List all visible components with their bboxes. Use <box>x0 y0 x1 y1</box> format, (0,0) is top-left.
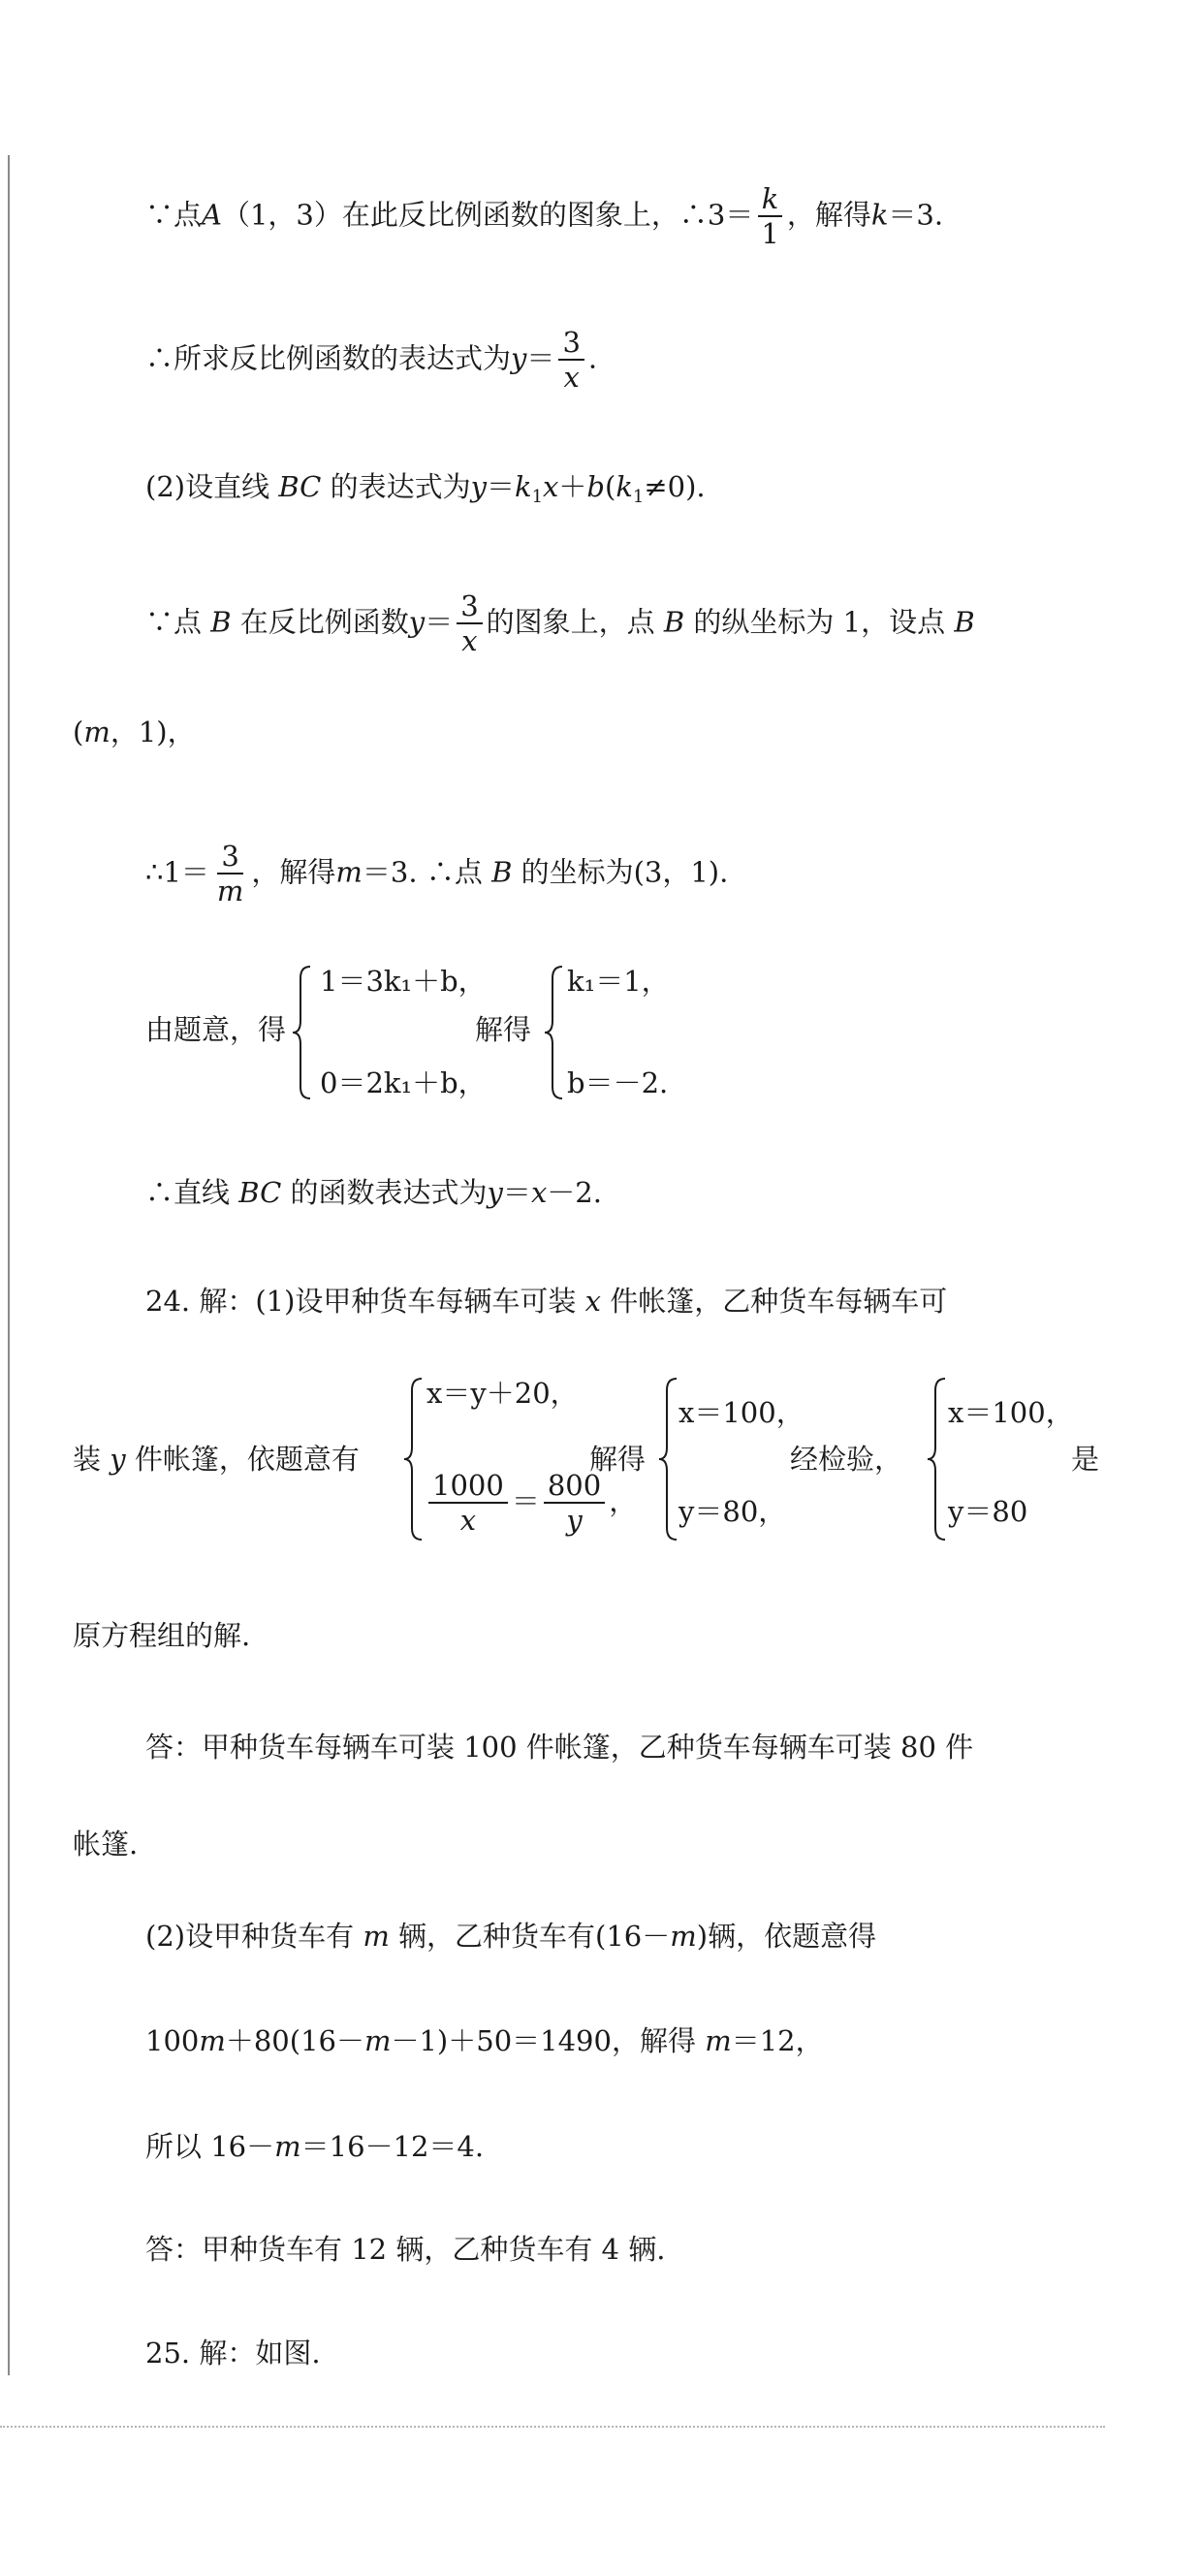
line-q24-intro: 24. 解：(1)设甲种货车每辆车可装 x 件帐篷，乙种货车每辆车可 <box>145 1285 948 1318</box>
fraction-3-over-m: $\frac{3}{m}$ <box>216 840 244 908</box>
system-row-1: 1＝3k₁＋b， <box>320 965 487 998</box>
line-part2-result: 所以 16－m＝16－12＝4. <box>145 2130 485 2163</box>
system2-row-1: x＝y＋20， <box>426 1377 579 1410</box>
line-answer-1-cont: 帐篷. <box>73 1828 139 1860</box>
because-symbol: ∵ <box>145 605 174 639</box>
system-lead: 由题意，得 <box>145 1013 287 1046</box>
therefore-symbol: ∴ <box>678 198 708 232</box>
bottom-dotted-rule <box>0 2426 1105 2428</box>
line-solve-m: ∴1＝ $\frac{3}{m}$ ，解得m＝3. ∴点 B 的坐标为(3，1). <box>145 840 729 908</box>
fraction-3-over-x: $\frac{3}{x}$ <box>558 328 584 393</box>
check-label: 经检验， <box>790 1443 903 1476</box>
left-brace-icon <box>926 1377 947 1542</box>
system2-lead: 装 y 件帐篷，依题意有 <box>73 1443 360 1476</box>
line-solution-of-system: 原方程组的解. <box>73 1619 251 1652</box>
system2-row-2: $\frac{1000}{x}$ ＝ $\frac{800}{y}$ ， <box>425 1471 637 1536</box>
check-row-2: y＝80 <box>948 1495 1028 1528</box>
line-bc-result: ∴直线 BC 的函数表达式为y＝x－2. <box>145 1176 602 1209</box>
line-answer-2: 答：甲种货车有 12 辆，乙种货车有 4 辆. <box>145 2233 666 2266</box>
left-margin-rule <box>8 155 10 2375</box>
left-brace-icon <box>543 965 564 1100</box>
line-part2-equation: 100m＋80(16－m－1)＋50＝1490，解得 m＝12， <box>145 2024 824 2057</box>
line-point-b: ∵点 B 在反比例函数y＝ $\frac{3}{x}$ 的图象上，点 B 的纵坐标为 1，设点 B <box>145 589 975 658</box>
line-function-expression: ∴所求反比例函数的表达式为y＝ $\frac{3}{x}$ . <box>145 326 598 395</box>
fraction-k-over-1: $\frac{k}{1}$ <box>757 184 782 249</box>
line-point-a: ∵点A（1，3）在此反比例函数的图象上，∴3＝ $\frac{k}{1}$ ，解得k＝3. <box>145 182 944 251</box>
line-answer-1: 答：甲种货车每辆车可装 100 件帐篷，乙种货车每辆车可装 80 件 <box>145 1731 974 1764</box>
system-solve-label: 解得 <box>475 1013 532 1046</box>
solution2-row-1: x＝100， <box>678 1396 805 1429</box>
line-point-b-coords: (m，1)， <box>73 716 196 748</box>
system-row-2: 0＝2k₁＋b， <box>320 1066 487 1099</box>
left-brace-icon <box>402 1377 424 1542</box>
fraction-3-over-x: $\frac{3}{x}$ <box>457 591 482 656</box>
solution-row-1: k₁＝1， <box>567 965 670 998</box>
line-part2-setup: (2)设甲种货车有 m 辆，乙种货车有(16－m)辆，依题意得 <box>145 1920 877 1953</box>
left-brace-icon <box>291 965 312 1100</box>
system2-solve-label: 解得 <box>589 1443 647 1476</box>
line-q25: 25. 解：如图. <box>145 2337 321 2369</box>
because-symbol: ∵ <box>145 198 174 232</box>
therefore-symbol: ∴ <box>426 855 455 889</box>
therefore-symbol: ∴ <box>145 855 164 889</box>
solution2-row-2: y＝80， <box>678 1495 787 1528</box>
therefore-symbol: ∴ <box>145 341 174 375</box>
left-brace-icon <box>657 1377 678 1542</box>
solution-row-2: b＝－2. <box>567 1066 669 1099</box>
check-end: 是 <box>1071 1443 1100 1476</box>
therefore-symbol: ∴ <box>145 1176 174 1209</box>
line-bc-setup: (2)设直线 BC 的表达式为$y=k_1x+b(k_1\ne 0)$. <box>145 470 706 507</box>
check-row-1: x＝100， <box>948 1396 1074 1429</box>
